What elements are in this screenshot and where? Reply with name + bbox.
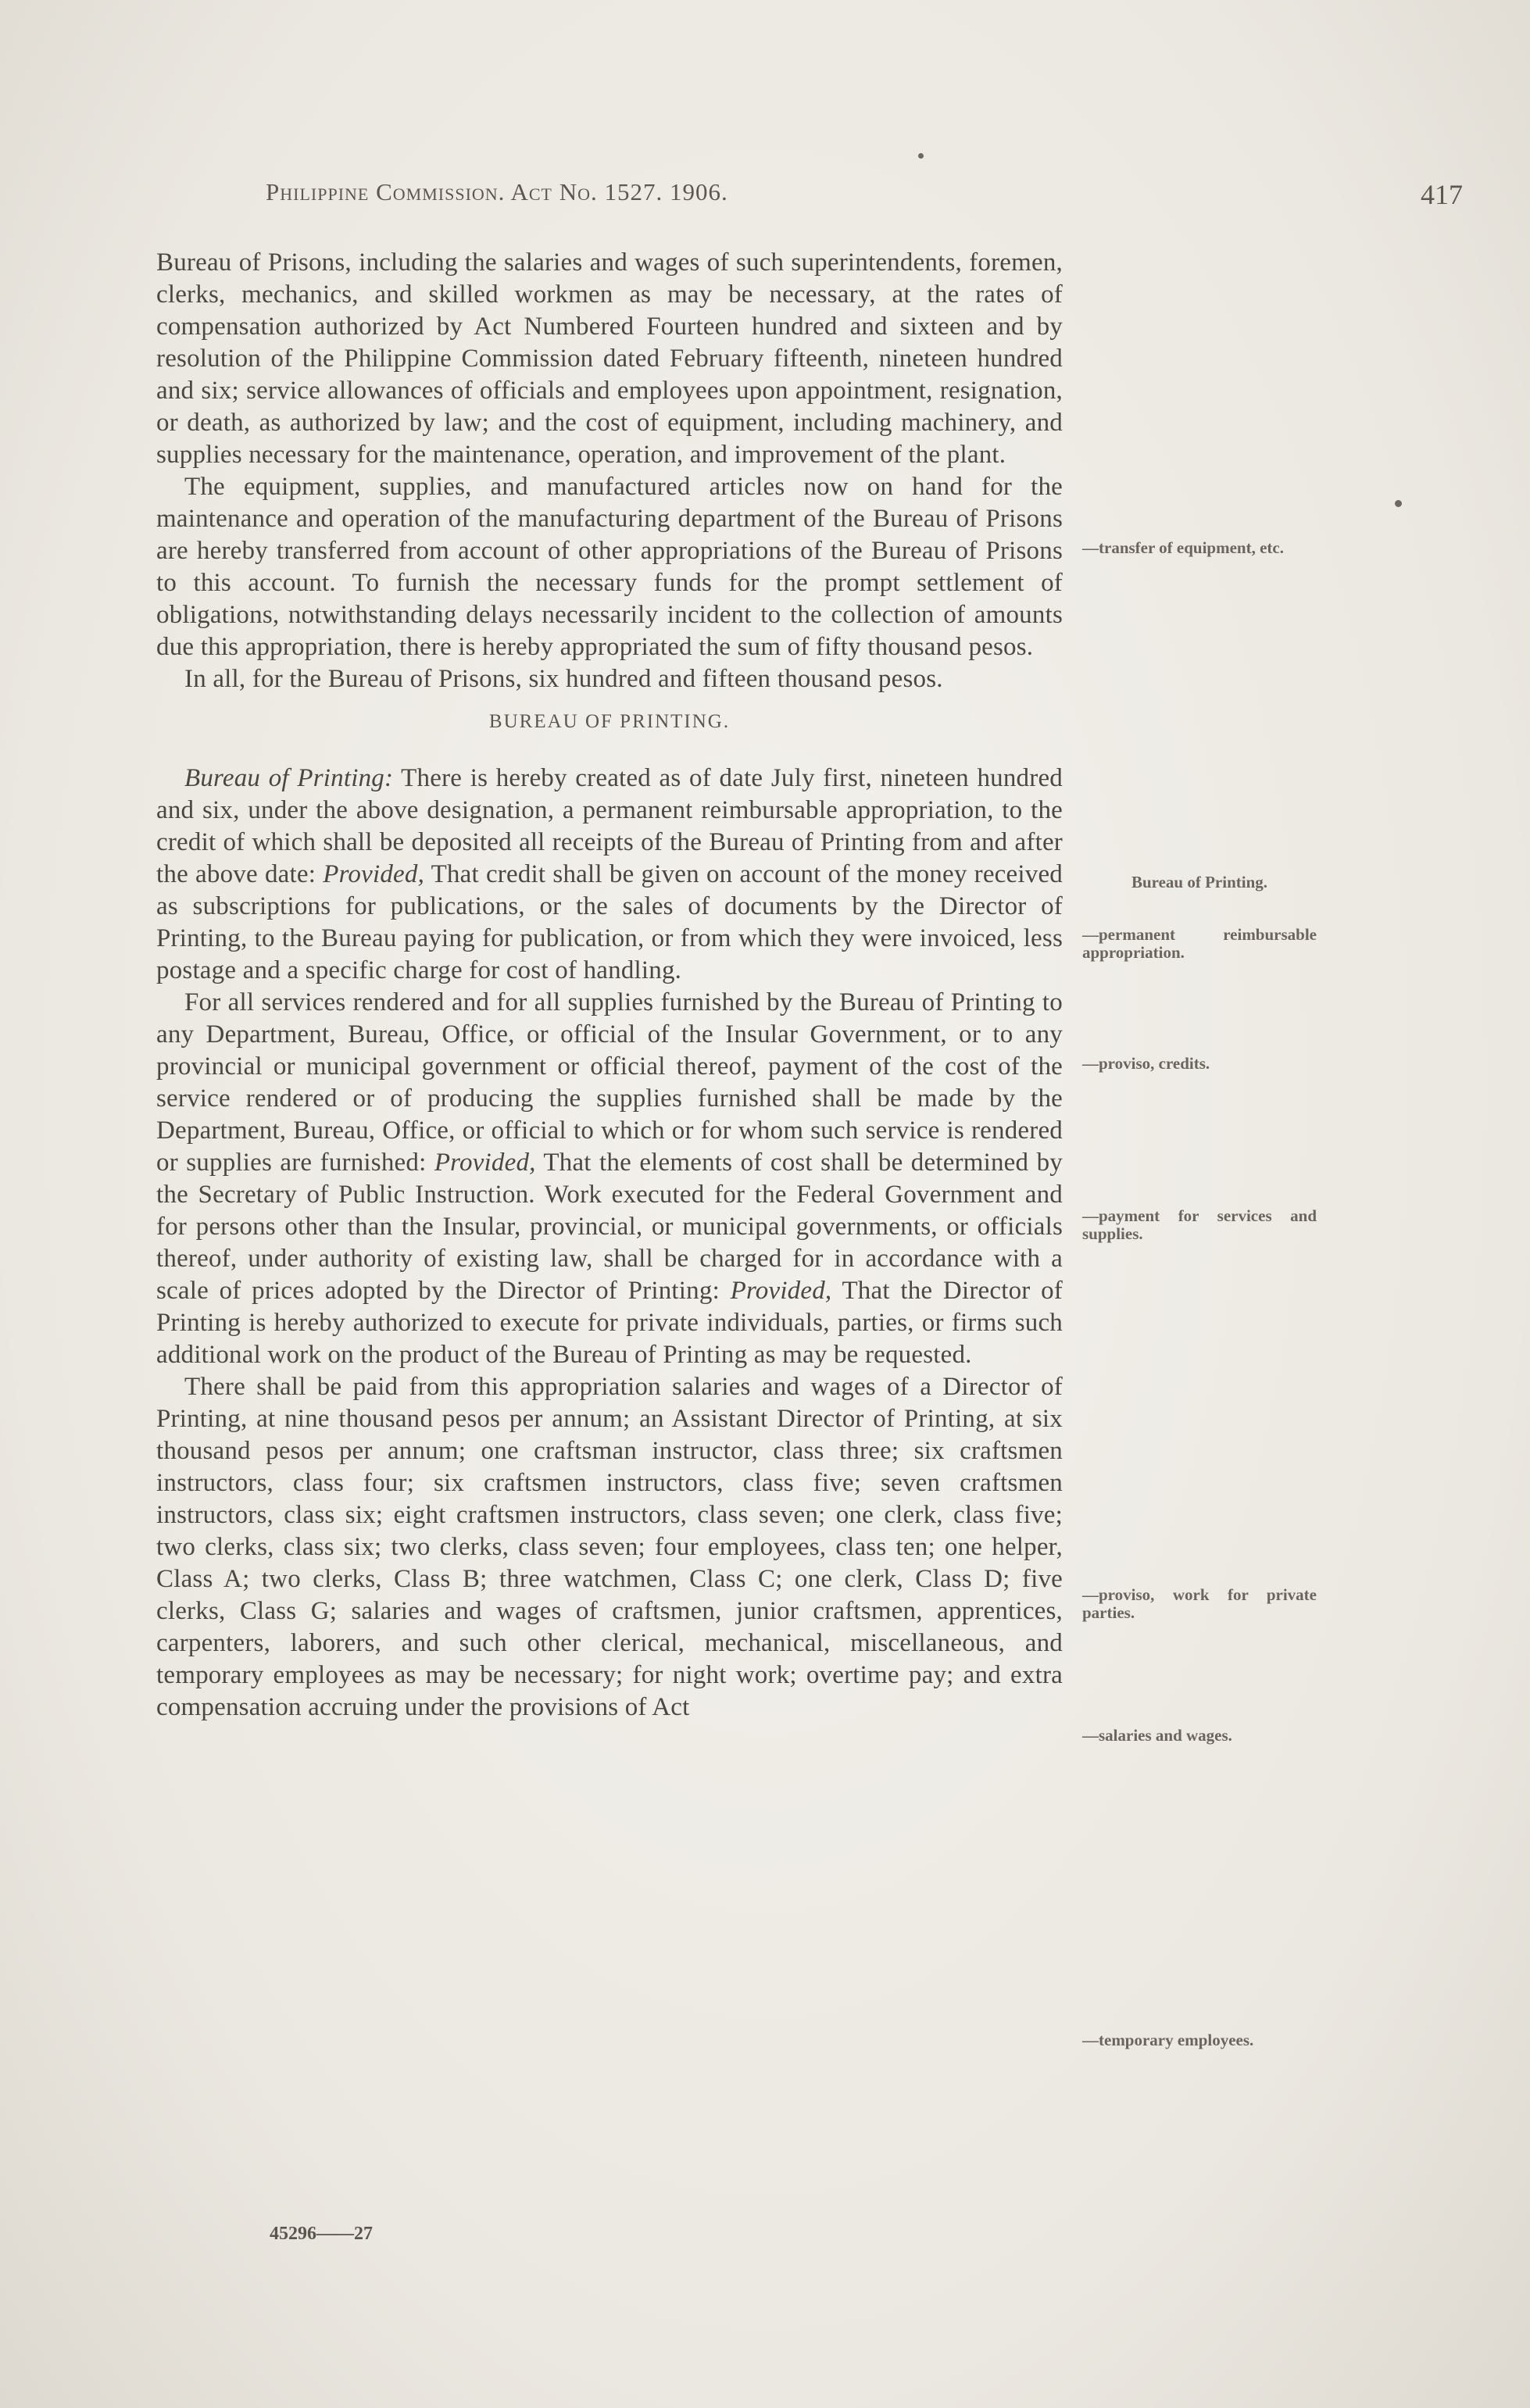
p4-text-a: There is hereby created as of date July first, nineteen hundred and six, under the above designation, a permanent reimbursable appropriation, to the credit of which shall be deposited all receipts of the Bureau of Printing from and after the above date: <box>156 764 1063 888</box>
body-text <box>156 247 1063 1724</box>
paragraph-prisons-salaries: Bureau of Prisons, including the salaries and wages of such superintendents, foremen, clerks, mechanics, and skilled workmen as may be necessary, at the rates of compensation authorized by Act Numbered Fourteen hundred and sixteen and by resolution of the Philippine Commission dated February fifteenth, nineteen hundred and six; service allowances of officials and employees upon appointment, resignation, or death, as authorized by law; and the cost of equipment, including machinery, and supplies necessary for the maintenance, operation, and improvement of the plant. <box>156 248 1063 469</box>
lead-italic: Bureau of Printing: <box>184 764 394 792</box>
margin-note-salaries: —salaries and wages. <box>1082 1726 1232 1745</box>
page-number: 417 <box>1421 179 1463 210</box>
provided-italic: Provided, <box>730 1277 832 1305</box>
p5-text-a: For all services rendered and for all supplies furnished by the Bureau of Printing to any Department, Bureau, Office, or official of the Insular Government, or to any provincial or municipal government or official thereof, payment of the cost of the service rendered or of producing the supplies furnished shall be made by the Department, Bureau, Office, or official to which or for whom such service is rendered or supplies are furnished: <box>156 988 1063 1177</box>
margin-note-payment: —payment for services and supplies. <box>1082 1206 1317 1243</box>
provided-italic: Provided, <box>434 1149 536 1177</box>
margin-note-bureau: Bureau of Printing. <box>1131 873 1268 891</box>
speck-mark <box>918 153 924 159</box>
paragraph-services-payment <box>156 987 1063 1371</box>
section-heading: BUREAU OF PRINTING. <box>488 711 731 732</box>
p5-text-c: That the Director of Printing is hereby authorized to execute for private individuals, parties, or firms such additional work on the product of the Bureau of Printing as may be requested. <box>156 1277 1063 1369</box>
p4-text-b: That credit shall be given on account of the money received as subscriptions for publications, or the sales of documents by the Director of Printing, to the Bureau paying for publication, or from which they were invoiced, less postage and a specific charge for cost of handling. <box>156 860 1063 984</box>
paragraph-prisons-total: In all, for the Bureau of Prisons, six hundred and fifteen thousand pesos. <box>184 665 943 693</box>
paragraph-transfer-equipment: The equipment, supplies, and manufactured articles now on hand for the maintenance and operation of the manufacturing department of the Bureau of Prisons are hereby transferred from account of other appropriations of the Bureau of Prisons to this account. To furnish the necessary funds for the prompt settlement of obligations, notwithstanding delays necessarily incident to the collection of amounts due this appropriation, there is hereby appropriated the sum of fifty thousand pesos. <box>156 473 1063 661</box>
paragraph-printing-appropriation <box>156 763 1063 987</box>
p5-text-b: That the elements of cost shall be determined by the Secretary of Public Instruction. Work executed for the Federal Government and for persons other than the Insular, provincial, or municipal governments, or officials thereof, under authority of existing law, shall be charged for in accordance with a scale of prices adopted by the Director of Printing: <box>156 1149 1063 1305</box>
provided-italic: Provided, <box>323 860 425 888</box>
margin-note-proviso-credits: —proviso, credits. <box>1082 1054 1210 1073</box>
paragraph-salaries-wages: There shall be paid from this appropriation salaries and wages of a Director of Printing, at nine thousand pesos per annum; an Assistant Director of Printing, at six thousand pesos per annum; one craftsman instructor, class three; six craftsmen instructors, class four; six craftsmen instructors, class five; seven craftsmen instructors, class six; eight craftsmen instructors, class seven; one clerk, class five; two clerks, class six; two clerks, class seven; four employees, class ten; one helper, Class A; two clerks, Class B; three watchmen, Class C; one clerk, Class D; five clerks, Class G; salaries and wages of craftsmen, junior craftsmen, apprentices, carpenters, laborers, and such other clerical, mechanical, miscellaneous, and temporary employees as may be necessary; for night work; overtime pay; and extra compensation accruing under the provisions of Act <box>156 1373 1063 1721</box>
margin-note-temporary: —temporary employees. <box>1082 2031 1254 2049</box>
margin-note-proviso-work: —proviso, work for private parties. <box>1082 1585 1317 1622</box>
margin-note-permanent: —permanent reimbursable appropriation. <box>1082 925 1317 962</box>
footer-signature: 45296——27 <box>270 2224 373 2244</box>
running-title: Philippine Commission. Act No. 1527. 1906. <box>266 178 728 205</box>
margin-note-transfer: —transfer of equipment, etc. <box>1082 538 1284 557</box>
speck-mark <box>1395 500 1402 507</box>
